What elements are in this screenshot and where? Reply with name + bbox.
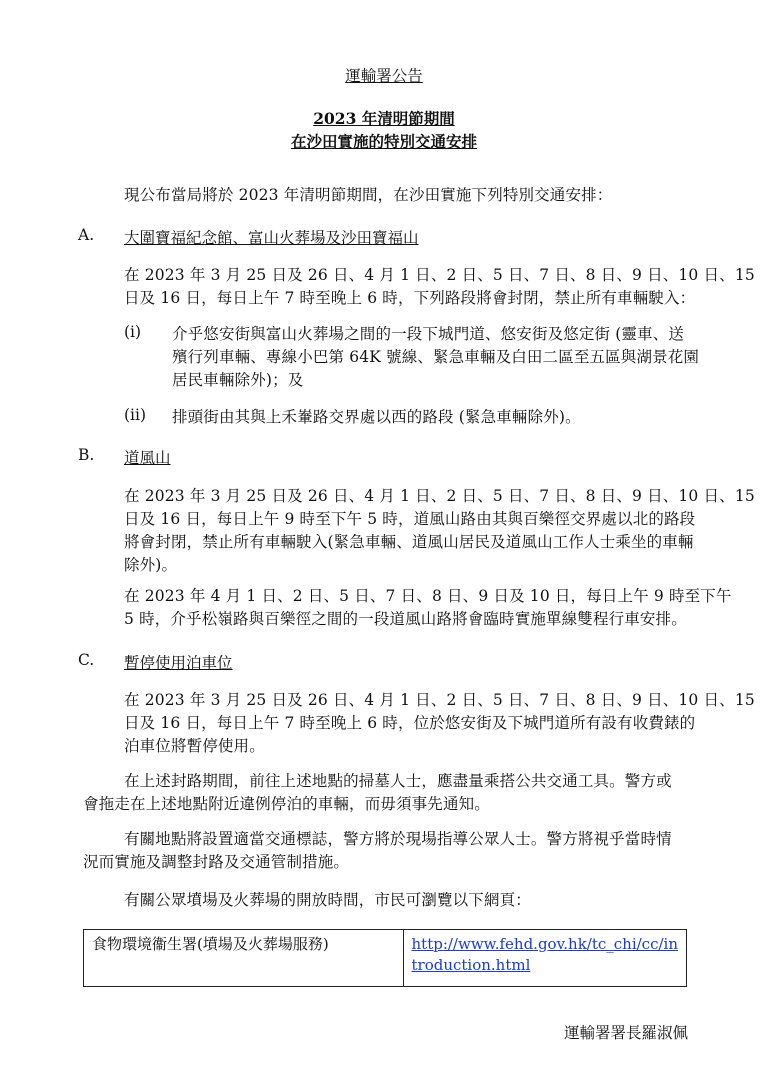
url-line-2: troduction.html — [411, 956, 531, 974]
closing-paragraph-3: 有關公眾墳場及火葬場的開放時間，市民可瀏覽以下網頁： — [124, 891, 531, 909]
signature: 運輸署署長羅淑佩 — [563, 1024, 688, 1042]
section-c-heading: 暫停使用泊車位 — [124, 654, 233, 672]
paragraph-line: 將會封閉，禁止所有車輛駛入(緊急車輛、道風山居民及道風山工作人士乘坐的車輛 — [124, 533, 694, 551]
section-b-heading: 道風山 — [124, 449, 171, 467]
paragraph-line: 日及 16 日，每日上午 7 時至晚上 6 時，下列路段將會封閉，禁止所有車輛駛入： — [124, 289, 696, 307]
subtitle-line-2: 在沙田實施的特別交通安排 — [290, 132, 477, 151]
paragraph-line: 日及 16 日，每日上午 7 時至晚上 6 時，位於悠安街及下城門道所有設有收費錶的 — [124, 714, 696, 732]
section-c-paragraph — [124, 689, 755, 758]
item-ii-text: 排頭街由其與上禾輋路交界處以西的路段 (緊急車輛除外)。 — [172, 408, 581, 426]
notice-title: 運輸署公告 — [345, 67, 423, 85]
fehd-link[interactable] — [412, 935, 679, 974]
section-b-marker: B. — [78, 446, 95, 464]
section-a-marker: A. — [78, 226, 95, 244]
paragraph-line: 泊車位將暫停使用。 — [124, 737, 265, 755]
item-i-text — [172, 323, 699, 392]
links-table — [83, 929, 687, 987]
section-b-paragraph-1 — [124, 485, 755, 577]
paragraph-line: 在 2023 年 3 月 25 日及 26 日、4 月 1 日、2 日、5 日、7 日、8 日、9 日、10 日、15 — [124, 487, 755, 505]
paragraph-line: 在 2023 年 3 月 25 日及 26 日、4 月 1 日、2 日、5 日、7 日、8 日、9 日、10 日、15 — [124, 266, 755, 284]
paragraph-line: 5 時，介乎松嶺路與百樂徑之間的一段道風山路將會臨時實施單線雙程行車安排。 — [124, 610, 687, 628]
closing-paragraph-2 — [83, 828, 672, 874]
section-a-paragraph — [124, 264, 755, 310]
paragraph-line: 在 2023 年 3 月 25 日及 26 日、4 月 1 日、2 日、5 日、7 日、8 日、9 日、10 日、15 — [124, 691, 755, 709]
item-line: 介乎悠安街與富山火葬場之間的一段下城門道、悠安街及悠定街 (靈車、送 — [172, 325, 685, 343]
section-a-heading: 大圍寶福紀念館、富山火葬場及沙田寶福山 — [124, 229, 419, 247]
table-cell-label: 食物環境衞生署(墳場及火葬場服務) — [84, 930, 404, 987]
paragraph-line: 除外)。 — [124, 556, 178, 574]
paragraph-line: 在上述封路期間，前往上述地點的掃墓人士，應盡量乘搭公共交通工具。警方或 — [124, 772, 672, 790]
paragraph-line: 日及 16 日，每日上午 9 時至下午 5 時，道風山路由其與百樂徑交界處以北的路段 — [124, 510, 696, 528]
table-row — [84, 930, 687, 987]
table-cell-url — [403, 930, 687, 987]
closing-paragraph-1 — [83, 770, 672, 816]
paragraph-line: 在 2023 年 4 月 1 日、2 日、5 日、7 日、8 日、9 日及 10 日，每日上午 9 時至下午 — [124, 587, 732, 605]
item-line: 殯行列車輛、專線小巴第 64K 號線、緊急車輛及白田二區至五區與湖景花園 — [172, 348, 700, 366]
paragraph-line: 有關地點將設置適當交通標誌，警方將於現場指導公眾人士。警方將視乎當時情 — [124, 830, 672, 848]
paragraph-line: 況而實施及調整封路及交通管制措施。 — [83, 853, 350, 871]
url-line-1: http://www.fehd.gov.hk/tc_chi/cc/in — [411, 935, 678, 953]
item-i-marker: (i) — [124, 323, 142, 341]
item-line: 居民車輛除外)；及 — [172, 371, 304, 389]
section-c-marker: C. — [78, 651, 95, 669]
intro-paragraph: 現公布當局將於 2023 年清明節期間，在沙田實施下列特別交通安排： — [124, 186, 613, 204]
section-b-paragraph-2 — [124, 585, 732, 631]
subtitle-line-1: 2023 年清明節期間 — [313, 109, 455, 128]
paragraph-line: 會拖走在上述地點附近違例停泊的車輛，而毋須事先通知。 — [83, 795, 490, 813]
item-ii-marker: (ii) — [124, 406, 147, 424]
